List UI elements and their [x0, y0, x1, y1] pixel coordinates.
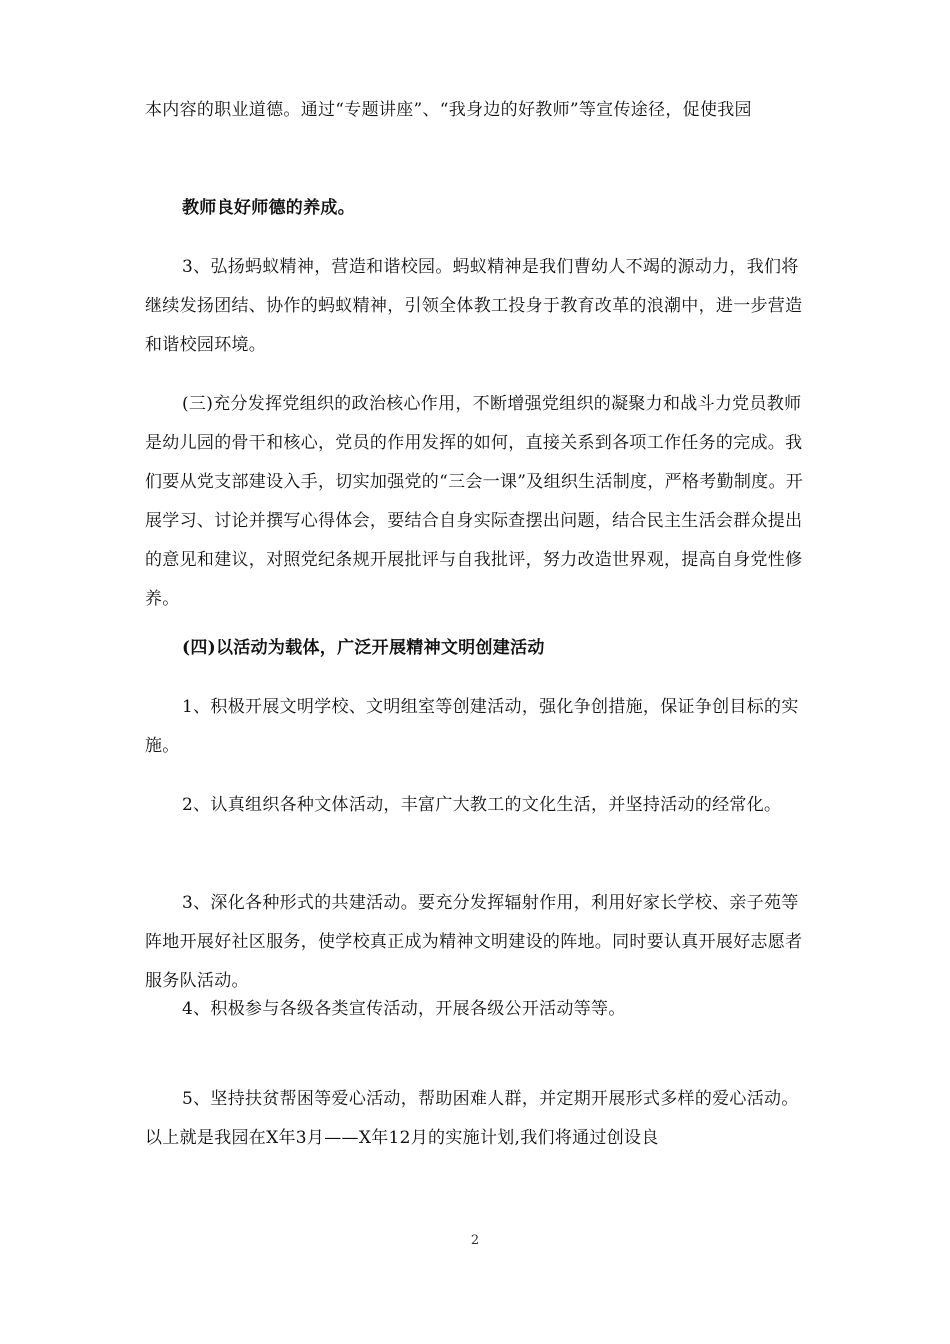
paragraph-item-2: 2、认真组织各种文体活动，丰富广大教工的文化生活，并坚持活动的经常化。 — [182, 795, 782, 815]
paragraph-item-4: 4、积极参与各级各类宣传活动，开展各级公开活动等等。 — [182, 999, 626, 1019]
paragraph-item-3-ant-spirit: 3、弘扬蚂蚁精神，营造和谐校园。蚂蚁精神是我们曹幼人不竭的源动力，我们将继续发扬团结、协作的蚂蚁精神，引领全体教工投身于教育改革的浪潮中，进一步营造和谐校园环境。 — [145, 257, 803, 355]
paragraph-item-5: 5、坚持扶贫帮困等爱心活动，帮助困难人群，并定期开展形式多样的爱心活动。 以上就是我园在X年3月——X年12月的实施计划,我们将通过创设良 — [145, 1089, 799, 1148]
paragraph-item-1: 1、积极开展文明学校、文明组室等创建活动，强化争创措施，保证争创目标的实施。 — [145, 697, 799, 756]
paragraph-continuation: 本内容的职业道德。通过“专题讲座”、“我身边的好教师”等宣传途径，促使我园 — [145, 100, 752, 120]
paragraph-section-3: (三)充分发挥党组织的政治核心作用，不断增强党组织的凝聚力和战斗力党员教师是幼儿园的骨干和核心，党员的作用发挥的如何，直接关系到各项工作任务的完成。我们要从党支部建设入手，切实加强党的“三会一课”及组织生活制度，严格考勤制度。开展学习、讨论并撰写心得体会，要结合自身实际查摆出问题，结合民主生活会群众提出的意见和建议，对照党纪条规开展批评与自我批评，努力改造世界观，提高自身党性修养。 — [145, 394, 804, 609]
section-heading-4: (四)以活动为载体，广泛开展精神文明创建活动 — [182, 638, 545, 658]
paragraph-bold-continuation: 教师良好师德的养成。 — [182, 198, 355, 218]
page-number: 2 — [470, 1233, 480, 1248]
paragraph-item-3-joint: 3、深化各种形式的共建活动。要充分发挥辐射作用，利用好家长学校、亲子苑等阵地开展好社区服务，使学校真正成为精神文明建设的阵地。同时要认真开展好志愿者服务队活动。 — [145, 893, 803, 991]
